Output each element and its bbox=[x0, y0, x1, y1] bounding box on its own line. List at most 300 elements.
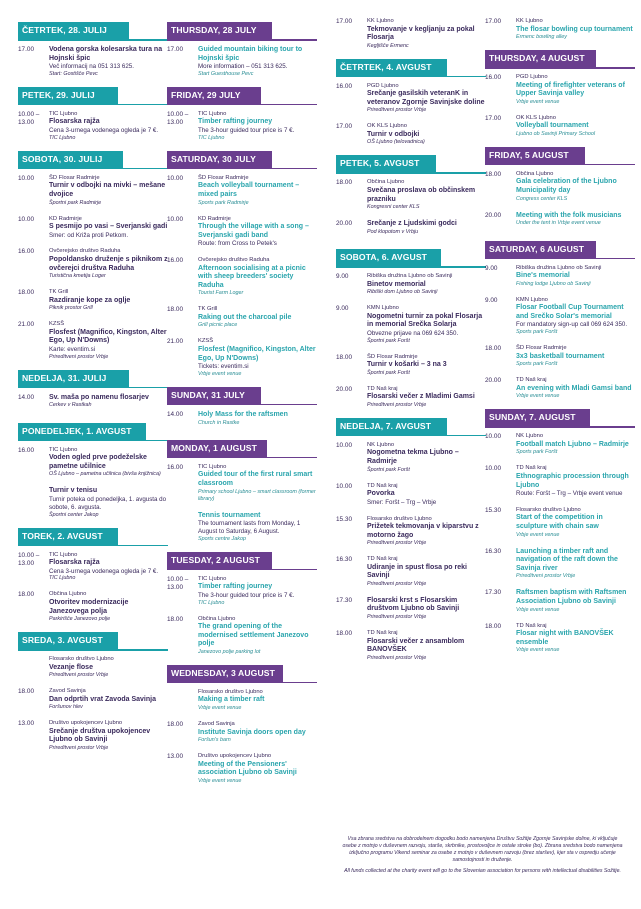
event-time: 17.00 bbox=[485, 114, 501, 122]
event-title: Start of the competition in sculpture with chain saw bbox=[516, 514, 603, 530]
event-time: 21.00 bbox=[167, 338, 183, 346]
event-item bbox=[18, 656, 168, 679]
event-time: 18.00 bbox=[18, 591, 34, 599]
event-item bbox=[336, 354, 486, 377]
event-location: Športni park Foršt bbox=[367, 466, 410, 473]
event-location: Primary school Ljubno – smart classroom (former library) bbox=[198, 488, 316, 502]
event-description: The tournament lasts from Monday, 1 August to Saturday, 6 August. bbox=[198, 520, 301, 535]
day-header bbox=[18, 528, 168, 546]
event-organizer: TIC Ljubno bbox=[49, 446, 78, 453]
event-description: Smer: Foršt – Trg – Vrbje bbox=[367, 498, 437, 506]
event-organizer: KK Ljubno bbox=[516, 18, 543, 24]
event-location: Ribiški dom Ljubno ob Savinji bbox=[367, 289, 438, 296]
event-location: Ermenc bowling alley bbox=[516, 34, 567, 41]
event-item bbox=[485, 623, 635, 655]
event-title: Guided mountain biking tour to Hojnski špic bbox=[198, 46, 303, 62]
event-location: TIC Ljubno bbox=[198, 134, 225, 141]
event-organizer: TK Grill bbox=[198, 306, 218, 313]
day-header bbox=[18, 87, 168, 105]
event-title: Ethnographic procession through Ljubno bbox=[516, 472, 629, 489]
event-time: 10.00 bbox=[18, 215, 34, 223]
event-location: Janezovo polje parking lot bbox=[198, 648, 261, 655]
event-time: 9.00 bbox=[485, 296, 498, 304]
event-item bbox=[485, 507, 635, 539]
event-time: 17.30 bbox=[336, 596, 352, 604]
event-location: Sports park Radmirje bbox=[198, 199, 249, 206]
day-label: TUESDAY, 2 AUGUST bbox=[167, 552, 272, 569]
day-header bbox=[18, 22, 168, 40]
event-time: 20.00 bbox=[336, 220, 352, 228]
day-label: SUNDAY, 7. AUGUST bbox=[485, 409, 590, 426]
event-title: Binetov memorial bbox=[367, 280, 426, 288]
day-label: PETEK, 29. JULIJ bbox=[18, 87, 118, 104]
event-description: Cena 3-urnega vodenega ogleda je 7 €. bbox=[49, 567, 159, 575]
event-item bbox=[485, 465, 635, 497]
event-item bbox=[336, 123, 486, 146]
event-organizer: TIC Ljubno bbox=[198, 575, 227, 582]
day-rule bbox=[336, 76, 486, 78]
event-location: Kongresni center KLS bbox=[367, 204, 420, 211]
event-title: Otvoritev modernizacije Janezovega polja bbox=[49, 598, 129, 615]
event-title: Institute Savinja doors open day bbox=[198, 728, 306, 736]
column-slovene-1 bbox=[18, 18, 168, 761]
event-location: Foršun's barn bbox=[198, 737, 231, 744]
event-title: Making a timber raft bbox=[198, 696, 265, 704]
event-title: Sv. maša po namenu flosarjev bbox=[49, 393, 149, 401]
event-time: 18.00 bbox=[167, 306, 183, 314]
event-title: S pesmijo po vasi – Sverjanski gadi bbox=[49, 223, 168, 231]
event-time: 16.00 bbox=[18, 446, 34, 454]
day-header bbox=[336, 155, 486, 173]
event-time: 20.00 bbox=[485, 211, 501, 219]
day-rule bbox=[485, 67, 635, 69]
event-title: Srečanje z Ljudskimi godci bbox=[367, 220, 457, 228]
day-label: PONEDELJEK, 1. AVGUST bbox=[18, 423, 146, 440]
event-organizer: OK KLS Ljubno bbox=[367, 123, 407, 130]
event-location: Tourist Farm Loger bbox=[198, 290, 244, 297]
event-description: Cena 3-urnega vodenega ogleda je 7 €. bbox=[49, 127, 159, 135]
day-header bbox=[18, 423, 168, 441]
day-header bbox=[167, 151, 317, 169]
event-title: Flosarski večer z ansamblom BANOVŠEK bbox=[367, 637, 465, 654]
event-title: An evening with Mladi Gamsi band bbox=[516, 384, 632, 392]
event-item bbox=[18, 321, 168, 360]
event-organizer: Društvo upokojencev Ljubno bbox=[198, 753, 272, 760]
event-title: Flosarska rajža bbox=[49, 118, 100, 126]
event-location: Sports park Foršt bbox=[516, 361, 558, 368]
event-location: Ljubno ob Savinji Primary School bbox=[516, 130, 596, 137]
event-organizer: ŠD Flosar Radmirje bbox=[367, 353, 418, 360]
event-organizer: Flosarsko društvo Ljubno bbox=[198, 688, 263, 695]
event-location: Športni center Jakop bbox=[49, 511, 99, 518]
event-organizer: TD Naš kraj bbox=[516, 377, 547, 384]
event-time: 16.00 bbox=[167, 257, 183, 265]
event-title: Through the village with a song – Sverjanski gadi band bbox=[198, 223, 309, 239]
event-time: 10.00 bbox=[485, 465, 501, 473]
event-item bbox=[336, 483, 486, 507]
event-time: 10.00 bbox=[167, 174, 183, 182]
event-organizer: TIC Ljubno bbox=[198, 110, 227, 117]
day-label: FRIDAY, 5 AUGUST bbox=[485, 147, 585, 164]
event-organizer: TIC Ljubno bbox=[49, 110, 78, 117]
event-organizer: KD Radmirje bbox=[49, 215, 82, 222]
day-header bbox=[485, 409, 635, 427]
event-item bbox=[336, 597, 486, 621]
event-title: Razdiranje kope za oglje bbox=[49, 296, 131, 304]
event-time: 18.00 bbox=[485, 170, 501, 178]
event-organizer: TD Naš kraj bbox=[367, 630, 398, 637]
day-header bbox=[336, 59, 486, 77]
event-title: Popoldansko druženje s piknikom z ovčerejci društva Raduha bbox=[49, 255, 168, 272]
event-organizer: TD Naš kraj bbox=[367, 385, 398, 392]
event-description: Več informacij na 051 313 625. bbox=[49, 63, 134, 71]
event-location: Vrbje event venue bbox=[198, 777, 242, 784]
event-time: 17.00 bbox=[336, 18, 352, 25]
event-time: 9.00 bbox=[485, 264, 498, 272]
day-label: ČETRTEK, 4. AVGUST bbox=[336, 59, 447, 76]
event-title: The flosar bowling cup tournament bbox=[516, 25, 633, 33]
event-title: Flosar night with BANOVŠEK ensemble bbox=[516, 630, 614, 646]
event-item bbox=[167, 216, 317, 248]
event-title: Nogometna tekma Ljubno – Radmirje bbox=[367, 449, 459, 466]
day-rule bbox=[167, 457, 317, 459]
event-title: Holy Mass for the raftsmen bbox=[198, 410, 288, 418]
event-time: 17.00 bbox=[336, 123, 352, 131]
day-rule bbox=[485, 258, 635, 260]
event-organizer: NK Ljubno bbox=[516, 433, 544, 440]
event-item bbox=[336, 220, 486, 240]
day-header bbox=[485, 50, 635, 68]
event-title: Svečana proslava ob občinskem prazniku bbox=[367, 186, 476, 203]
event-time: 10.00 – 13.00 bbox=[167, 110, 189, 126]
event-location: Prireditveni prostor Vrbje bbox=[49, 672, 109, 679]
event-title: Srečanje društva upokojencev Ljubno ob Savinji bbox=[49, 727, 151, 744]
day-label: SATURDAY, 6 AUGUST bbox=[485, 241, 596, 258]
event-title: Srečanje gasilskih veteranK in veteranov Zgornje Savinjske doline bbox=[367, 90, 485, 106]
event-item bbox=[18, 111, 168, 142]
event-title: Timber rafting journey bbox=[198, 118, 273, 126]
event-time: 18.00 bbox=[485, 622, 501, 630]
event-time: 10.00 – 13.00 bbox=[18, 110, 40, 126]
event-organizer: ŠD Flosar Radmirje bbox=[49, 174, 100, 181]
event-organizer: NK Ljubno bbox=[367, 441, 395, 448]
event-time: 18.00 bbox=[18, 688, 34, 696]
event-title: Volleyball tournament bbox=[516, 122, 589, 130]
event-title: Udiranje in spust flosa po reki Savinji bbox=[367, 563, 467, 580]
event-time: 13.00 bbox=[18, 720, 34, 728]
event-location: Vrbje event venue bbox=[198, 705, 242, 712]
day-rule bbox=[18, 545, 168, 547]
event-title: Turnir v odbojki bbox=[367, 130, 420, 138]
event-location: Vrbje event venue bbox=[516, 606, 560, 613]
event-title: Dan odprtih vrat Zavoda Savinja bbox=[49, 695, 156, 703]
event-organizer: Ribiška družina Ljubno ob Savinji bbox=[367, 273, 453, 280]
event-title: Prižetek tekmovanja v kiparstvu z motorno žago bbox=[367, 523, 479, 539]
event-organizer: KZSŠ bbox=[198, 338, 214, 345]
event-location: Vrbje event venue bbox=[516, 531, 560, 538]
event-location: Foršunov hlev bbox=[49, 704, 83, 711]
event-time: 18.00 bbox=[485, 345, 501, 353]
event-item bbox=[167, 46, 317, 78]
event-item bbox=[167, 616, 317, 656]
event-item bbox=[336, 556, 486, 588]
event-location: Prireditveni prostor Vrbje bbox=[367, 654, 427, 661]
event-title: Flosarski krst s Flosarskim društvom Ljubno ob Savinji bbox=[367, 596, 460, 613]
event-title: Flosfest (Magnifico, Kingston, Alter Ego, Up N'Downs) bbox=[49, 328, 167, 345]
event-location: OŠ Ljubno – pametna učilnica (bivša knjižnica) bbox=[49, 471, 161, 478]
event-location: Prireditveni prostor Vrbje bbox=[367, 580, 427, 587]
event-time: 20.00 bbox=[336, 385, 352, 393]
event-title: Afternoon socialising at a picnic with sheep breeders' society Raduha bbox=[198, 264, 306, 289]
event-title: Tekmovanje v kegljanju za pokal Flosarja bbox=[367, 25, 475, 42]
event-time: 10.00 bbox=[336, 482, 352, 490]
event-item bbox=[336, 83, 486, 115]
event-organizer: Flosarsko društvo Ljubno bbox=[367, 515, 432, 522]
day-header bbox=[167, 22, 317, 40]
event-location: Prireditveni prostor Vrbje bbox=[516, 573, 576, 580]
event-time: 13.00 bbox=[167, 753, 183, 761]
event-location: Športni park Foršt bbox=[367, 337, 410, 344]
day-label: SUNDAY, 31 JULY bbox=[167, 387, 261, 404]
day-header bbox=[18, 370, 168, 388]
event-item bbox=[485, 74, 635, 106]
event-title: Guided tour of the first rural smart classroom bbox=[198, 471, 313, 487]
day-header bbox=[485, 241, 635, 259]
event-time: 16.00 bbox=[336, 82, 352, 90]
day-label: NEDELJA, 7. AVGUST bbox=[336, 418, 447, 435]
event-organizer: Zavod Savinja bbox=[49, 688, 86, 695]
event-organizer: KD Radmirje bbox=[198, 215, 231, 222]
event-description: Route: Foršt – Trg – Vrbje event venue bbox=[516, 490, 623, 498]
day-label: THURSDAY, 4 AUGUST bbox=[485, 50, 596, 67]
day-label: PETEK, 5. AVGUST bbox=[336, 155, 436, 172]
event-item bbox=[485, 433, 635, 456]
event-item bbox=[18, 248, 168, 280]
event-organizer: PGD Ljubno bbox=[367, 82, 399, 89]
day-header bbox=[167, 552, 317, 570]
event-organizer: Ribiška družina Ljubno ob Savinji bbox=[516, 264, 602, 271]
event-item bbox=[18, 394, 168, 414]
footer-note bbox=[340, 836, 625, 879]
event-item bbox=[18, 447, 168, 479]
footer-slovene: Vsa zbrana sredstva na dobrodelnem dogodku bodo namenjena Društvu Sožitje Zgornje Savinjske doline, ki vključuje osebe z motnjo v duševnem razvoju, starše, skrbnike, prostovoljce in ostale stroke (bo). Zbrana sredstva bodo namenjena izključno programu Vikend seminar za osebe z motnjo v duševnem razvoju (brez staršev), kjer sta v ospredju učenje samostojnosti in druženje. bbox=[342, 836, 623, 863]
event-title: Meeting with the folk musicians bbox=[516, 211, 622, 219]
event-item bbox=[18, 289, 168, 312]
event-organizer: KMN Ljubno bbox=[516, 296, 548, 303]
day-rule bbox=[167, 39, 317, 41]
day-header bbox=[336, 249, 486, 267]
event-title: Gala celebration of the Ljubno Municipality day bbox=[516, 178, 617, 194]
event-title: Povorka bbox=[367, 490, 395, 498]
event-title: 3x3 basketball tournament bbox=[516, 352, 605, 360]
event-description: Turnir poteka od ponedeljka, 1. avgusta do sobote, 6. avgusta. bbox=[49, 496, 167, 511]
event-location: Vrbje event venue bbox=[198, 370, 242, 377]
event-description: Smer: od Križa proti Petkom. bbox=[49, 231, 129, 239]
event-item bbox=[485, 297, 635, 336]
event-organizer: Občina Ljubno bbox=[198, 615, 236, 622]
event-location: OŠ Ljubno (telovadnica) bbox=[367, 139, 425, 146]
event-organizer: Društvo upokojencev Ljubno bbox=[49, 720, 123, 727]
day-rule bbox=[18, 440, 168, 442]
event-time: 10.00 bbox=[18, 174, 34, 182]
column-english-1 bbox=[167, 18, 317, 794]
event-title: Vodena gorska kolesarska tura na Hojnski špic bbox=[49, 46, 163, 62]
event-item bbox=[167, 576, 317, 607]
event-location: Turistična kmetija Loger bbox=[49, 273, 106, 280]
event-title: Turnir v odbojki na mivki – mešane dvojice bbox=[49, 182, 166, 198]
event-time: 9.00 bbox=[336, 305, 349, 313]
event-time: 10.00 – 13.00 bbox=[167, 575, 189, 591]
event-organizer: ŠD Flosar Radmirje bbox=[198, 174, 249, 181]
event-item bbox=[336, 442, 486, 474]
event-location: Prireditveni prostor Vrbje bbox=[49, 745, 109, 752]
event-item bbox=[167, 464, 317, 503]
column-english-2 bbox=[485, 18, 635, 663]
event-location: Start Guesthouse Pevc bbox=[198, 70, 254, 77]
event-description: For mandatory sign-up call 069 624 350. bbox=[516, 321, 628, 329]
event-location: Sports park Foršt bbox=[516, 329, 558, 336]
event-item bbox=[167, 175, 317, 207]
event-title: Launching a timber raft and navigation of the raft down the Savinja river bbox=[516, 547, 618, 572]
day-rule bbox=[336, 266, 486, 268]
event-time: 18.00 bbox=[336, 179, 352, 187]
event-time: 10.00 – 13.00 bbox=[18, 551, 40, 567]
event-time: 16.00 bbox=[18, 248, 34, 256]
day-label: MONDAY, 1 AUGUST bbox=[167, 440, 267, 457]
event-title: Raftsmen baptism with Raftsmen Association Ljubno ob Savinji bbox=[516, 589, 627, 605]
event-location: Prireditveni prostor Vrbje bbox=[367, 401, 427, 408]
day-rule bbox=[18, 39, 168, 41]
event-title: Flosarski večer z Mladimi Gamsi bbox=[367, 393, 475, 401]
event-item bbox=[485, 18, 635, 41]
event-item bbox=[18, 552, 168, 583]
day-rule bbox=[167, 682, 317, 684]
event-organizer: TK Grill bbox=[49, 289, 69, 296]
day-label: THURSDAY, 28 JULY bbox=[167, 22, 272, 39]
event-organizer: KMN Ljubno bbox=[367, 305, 399, 312]
event-item bbox=[485, 589, 635, 613]
event-organizer: Ovčerejsko društvo Raduha bbox=[49, 248, 121, 255]
footer-english: All funds collected at the charity event will go to the Slovenian association for persons with intellectual disabilities Sožitje. bbox=[344, 868, 621, 874]
day-header bbox=[485, 147, 635, 165]
event-item bbox=[167, 512, 317, 543]
event-item bbox=[167, 257, 317, 297]
event-time: 14.00 bbox=[167, 410, 183, 418]
event-description: The 3-hour guided tour price is 7 €. bbox=[198, 591, 295, 599]
day-header bbox=[18, 151, 168, 169]
event-description: Karte: eventim.si bbox=[49, 345, 96, 353]
event-location: Vrbje event venue bbox=[516, 98, 560, 105]
event-title: Meeting of firefighter veterans of Upper Savinja valley bbox=[516, 81, 625, 98]
event-time: 10.00 bbox=[167, 215, 183, 223]
event-location: Pod klopotom v Vrbju bbox=[367, 228, 419, 235]
event-title: Flosar Football Cup Tournament and Srečko Solar's memorial bbox=[516, 304, 624, 320]
event-location: Vrbje event venue bbox=[516, 393, 560, 400]
event-location: Kegljišče Ermenc bbox=[367, 42, 409, 49]
event-location: Prireditveni prostor Vrbje bbox=[367, 540, 427, 547]
event-time: 16.00 bbox=[485, 74, 501, 82]
event-title: The grand opening of the modernised settlement Janezovo polje bbox=[198, 623, 309, 648]
event-item bbox=[485, 377, 635, 400]
event-location: Prireditveni prostor Vrbje bbox=[367, 614, 427, 621]
event-time: 10.00 bbox=[336, 441, 352, 449]
event-location: Športni park Foršt bbox=[367, 369, 410, 376]
event-item bbox=[485, 171, 635, 203]
event-item bbox=[167, 753, 317, 785]
day-label: ČETRTEK, 28. JULIJ bbox=[18, 22, 129, 39]
event-description: The 3-hour guided tour price is 7 €. bbox=[198, 127, 295, 135]
day-rule bbox=[167, 569, 317, 571]
event-item bbox=[18, 175, 168, 207]
event-description: More information – 051 313 625. bbox=[198, 63, 288, 71]
event-time: 17.00 bbox=[167, 46, 183, 53]
event-time: 18.00 bbox=[336, 630, 352, 638]
event-time: 15.30 bbox=[485, 506, 501, 514]
day-rule bbox=[167, 404, 317, 406]
day-rule bbox=[485, 426, 635, 428]
day-rule bbox=[336, 435, 486, 437]
event-organizer: Občina Ljubno bbox=[516, 170, 554, 177]
event-location: Sports park Foršt bbox=[516, 449, 558, 456]
event-title: Vezanje flose bbox=[49, 663, 93, 671]
event-item bbox=[18, 720, 168, 752]
event-organizer: Flosarsko društvo Ljubno bbox=[49, 656, 114, 663]
event-item bbox=[167, 721, 317, 744]
event-item bbox=[336, 630, 486, 662]
event-title: Football match Ljubno – Radmirje bbox=[516, 440, 629, 448]
event-location: Cerkev v Rastkah bbox=[49, 402, 92, 409]
event-organizer: TD Naš kraj bbox=[367, 482, 398, 489]
event-description: Tickets: eventim.si bbox=[198, 363, 249, 371]
event-organizer: TIC Ljubno bbox=[198, 463, 227, 470]
event-item bbox=[336, 18, 486, 50]
day-header bbox=[167, 665, 317, 683]
day-rule bbox=[336, 172, 486, 174]
event-title: Tennis tournament bbox=[198, 511, 261, 519]
event-organizer: PGD Ljubno bbox=[516, 74, 548, 81]
day-rule bbox=[18, 387, 168, 389]
column-slovene-2 bbox=[336, 18, 486, 671]
event-organizer: Zavod Savinja bbox=[198, 721, 235, 728]
event-title: Turnir v tenisu bbox=[49, 487, 98, 495]
event-time: 18.00 bbox=[167, 721, 183, 729]
event-item bbox=[167, 338, 317, 377]
event-location: Piknik prostor Grill bbox=[49, 305, 93, 312]
day-label: SOBOTA, 6. AVGUST bbox=[336, 249, 441, 266]
event-item bbox=[485, 345, 635, 368]
day-header bbox=[167, 387, 317, 405]
event-time: 21.00 bbox=[18, 321, 34, 329]
event-time: 16.00 bbox=[167, 463, 183, 471]
event-organizer: KZSŠ bbox=[49, 321, 65, 328]
day-header bbox=[18, 632, 168, 650]
event-item bbox=[485, 212, 635, 232]
event-item bbox=[485, 265, 635, 288]
event-title: Beach volleyball tournament – mixed pairs bbox=[198, 182, 300, 198]
event-location: Parkirišče Janezovo polje bbox=[49, 616, 111, 623]
event-location: Start: Gostišče Pevc bbox=[49, 70, 98, 77]
event-title: Raking out the charcoal pile bbox=[198, 313, 292, 321]
event-location: Under the tent in Vrbje event venue bbox=[516, 220, 601, 227]
day-rule bbox=[167, 104, 317, 106]
day-label: SATURDAY, 30 JULY bbox=[167, 151, 272, 168]
event-time: 17.00 bbox=[18, 46, 34, 53]
event-title: Turnir v košarki – 3 na 3 bbox=[367, 361, 447, 369]
event-location: Grill picnic place bbox=[198, 322, 238, 329]
event-item bbox=[18, 688, 168, 711]
event-organizer: TIC Ljubno bbox=[49, 551, 78, 558]
event-item bbox=[336, 305, 486, 344]
